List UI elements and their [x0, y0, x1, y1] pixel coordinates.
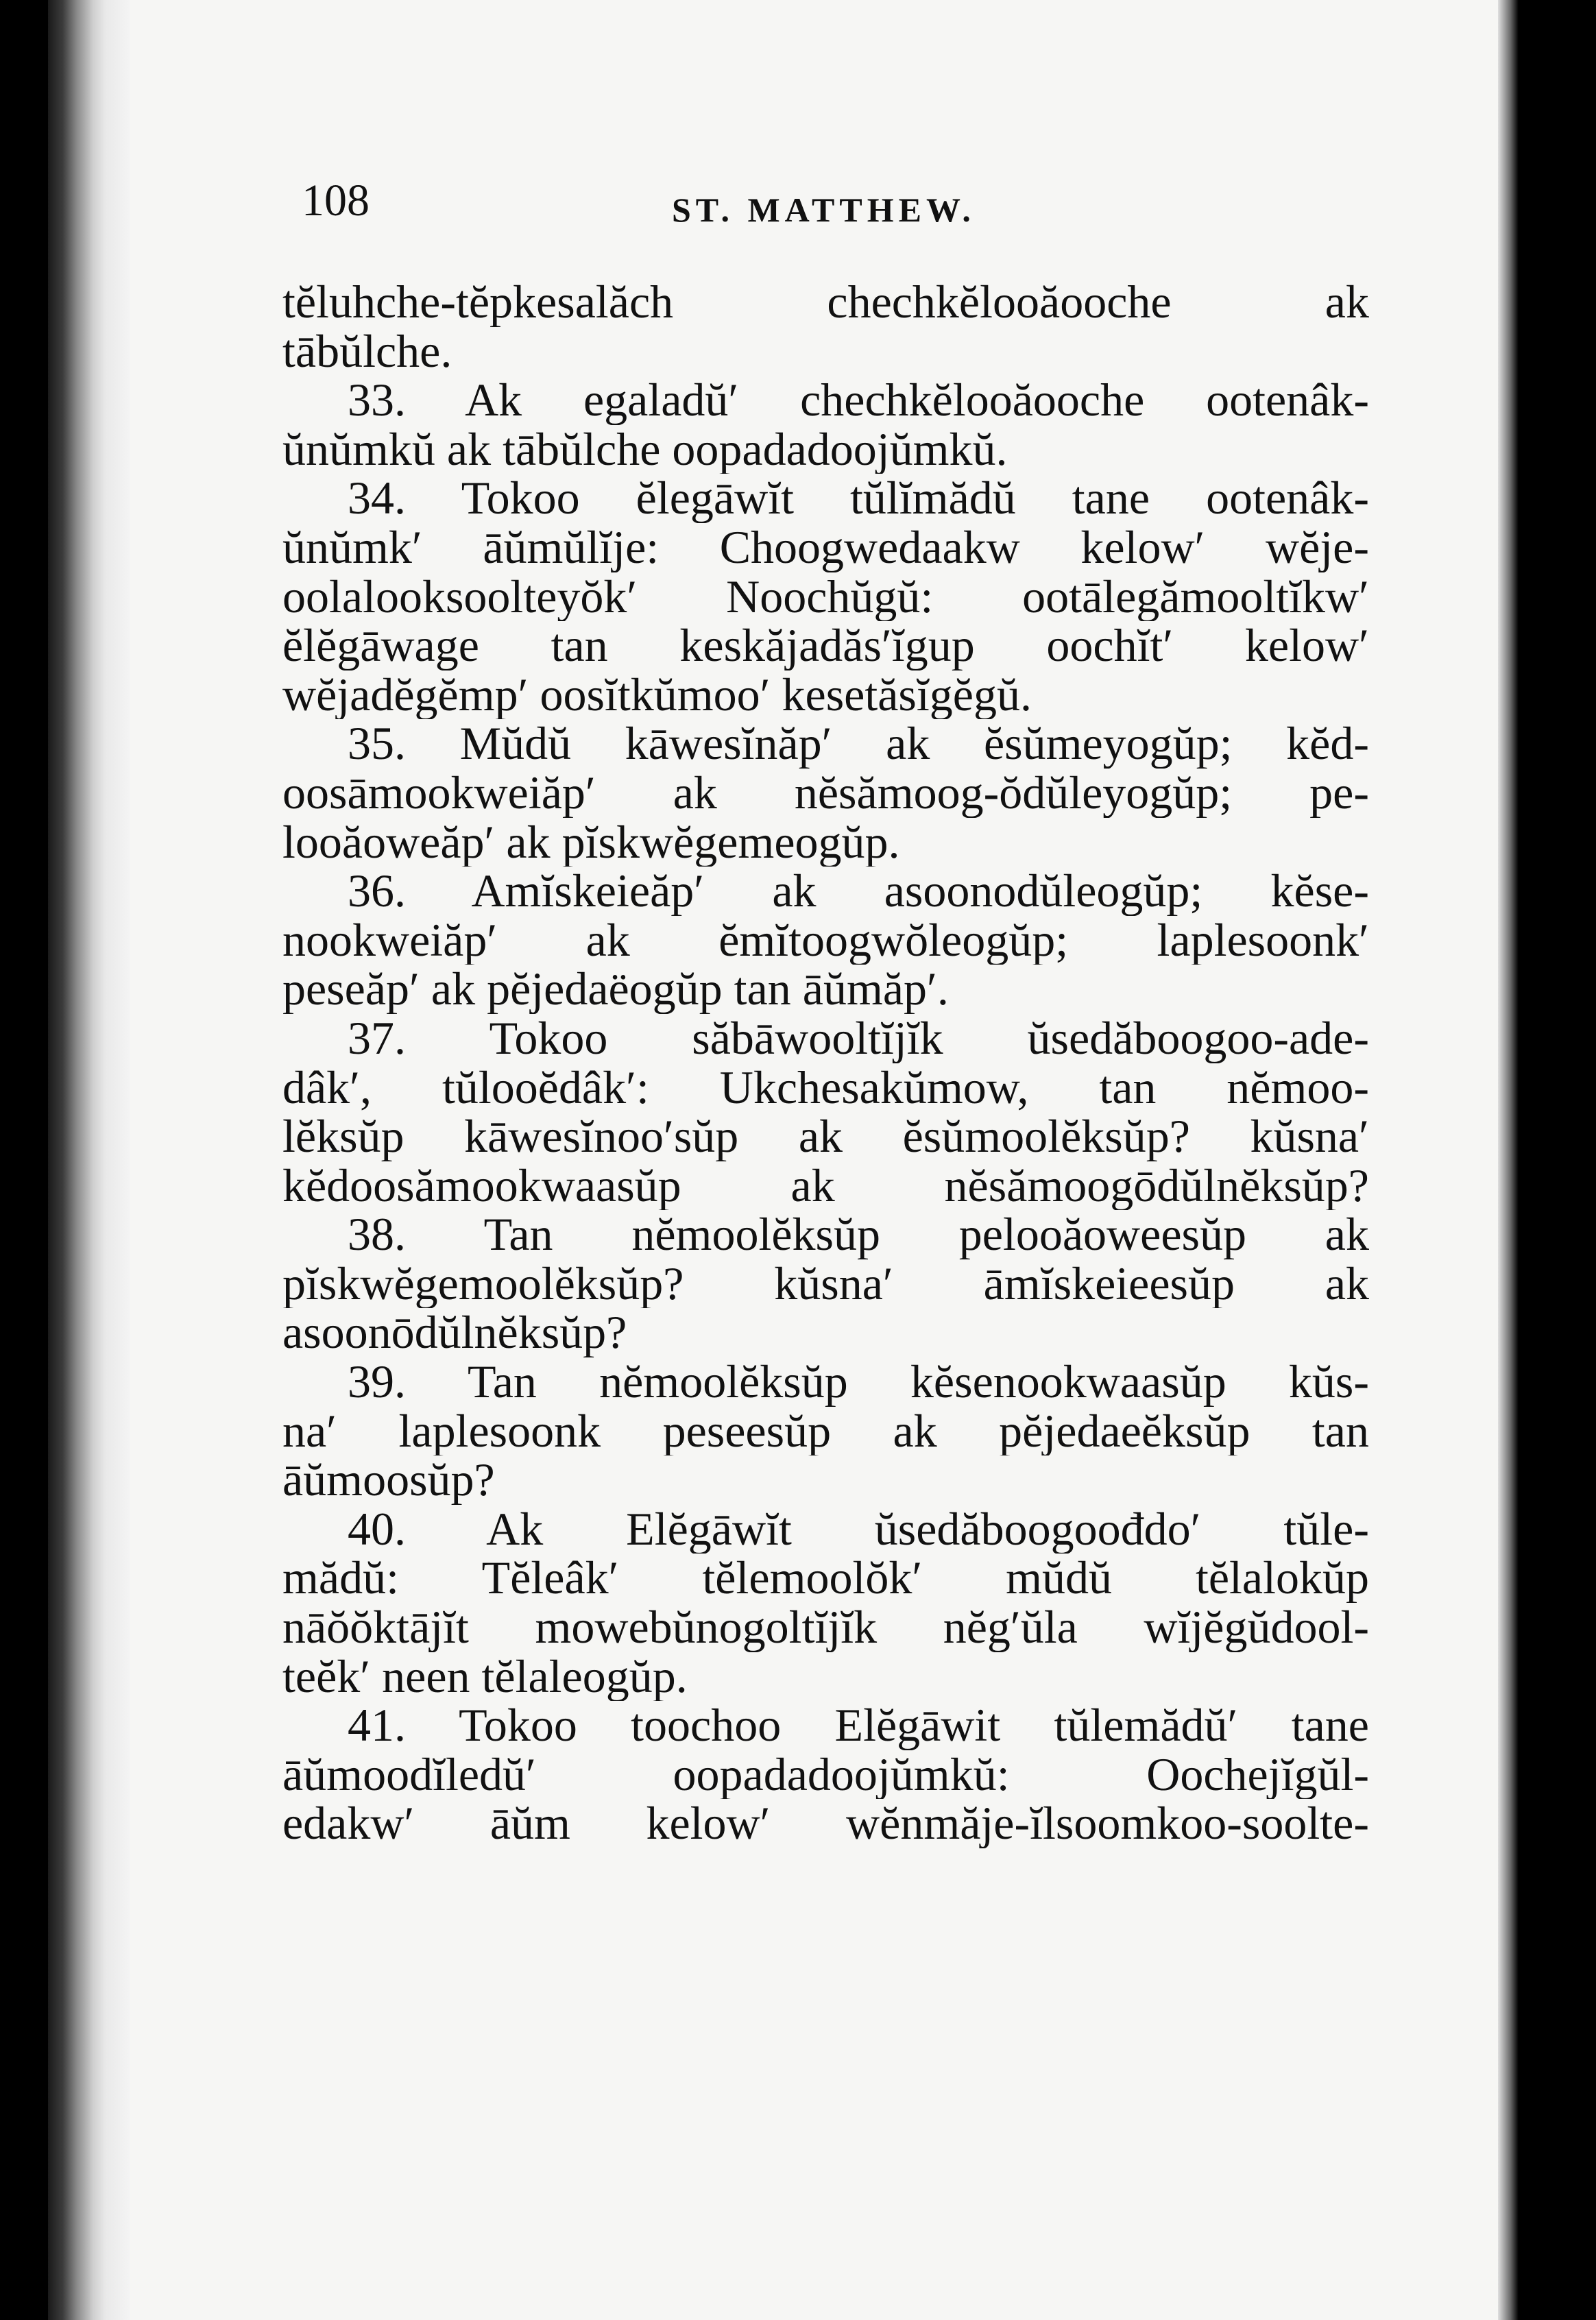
text-line: 36. Amĭskeieăp′ ak asoonodŭleogŭp; kĕse-	[348, 867, 1369, 916]
text-line: peseăp′ ak pĕjedaëogŭp tan āŭmăp′.	[282, 965, 949, 1014]
text-line: tābŭlche.	[282, 326, 452, 376]
text-line: wĕjadĕgĕmp′ oosĭtkŭmoo′ kesetăsĭgĕgŭ.	[282, 670, 1032, 720]
text-line: lĕksŭp kāwesĭnoo′sŭp ak ĕsŭmoolĕksŭp? kŭsna′	[282, 1112, 1369, 1161]
text-line: looăoweăp′ ak pĭskwĕgemeogŭp.	[282, 817, 900, 867]
text-line: 38. Tan nĕmoolĕksŭp pelooăoweesŭp ak	[348, 1210, 1369, 1259]
text-line: nāŏŏktājĭt mowebŭnogoltĭjĭk nĕg′ŭla wĭjĕgŭdool-	[282, 1603, 1369, 1652]
text-line: na′ laplesoonk peseesŭp ak pĕjedaeĕksŭp tan	[282, 1406, 1369, 1456]
text-line: tĕluhche-tĕpkesalăch chechkĕlooăooche ak	[282, 278, 1369, 327]
page-header	[302, 175, 1371, 230]
text-line: ĕlĕgāwage tan keskăjadăs′ĭgup oochĭt′ kelow′	[282, 621, 1369, 670]
text-line: dâk′, tŭlooĕdâk′: Ukchesakŭmow, tan nĕmoo-	[282, 1063, 1369, 1113]
text-line: mădŭ: Tĕleâk′ tĕlemoolŏk′ mŭdŭ tĕlalokŭp	[282, 1554, 1369, 1604]
text-line: āŭmoosŭp?	[282, 1455, 495, 1505]
running-head: ST. MATTHEW.	[672, 191, 976, 229]
text-line: kĕdoosămookwaasŭp ak nĕsămoogōdŭlnĕksŭp?	[282, 1161, 1369, 1211]
text-line: pĭskwĕgemoolĕksŭp? kŭsna′ āmĭskeieesŭp ak	[282, 1259, 1369, 1309]
text-line: 40. Ak Elĕgāwĭt ŭsedăboogoođdo′ tŭle-	[348, 1504, 1369, 1554]
text-line: 41. Tokoo toochoo Elĕgāwit tŭlemădŭ′ tane	[348, 1701, 1369, 1750]
text-line: 39. Tan nĕmoolĕksŭp kĕsenookwaasŭp kŭs-	[348, 1357, 1369, 1407]
page-body-text	[282, 278, 1369, 1848]
text-line: 34. Tokoo ĕlegāwĭt tŭlĭmădŭ tane ootenâk-	[348, 474, 1369, 523]
text-line: teĕk′ neen tĕlaleogŭp.	[282, 1652, 688, 1702]
text-line: 37. Tokoo săbāwooltĭjĭk ŭsedăboogoo-ade-	[348, 1013, 1369, 1063]
text-line: nookweiăp′ ak ĕmĭtoogwŏleogŭp; laplesoonk′	[282, 915, 1369, 965]
text-line: oosāmookweiăp′ ak nĕsămoog-ŏdŭleyogŭp; pe-	[282, 768, 1369, 818]
text-line: 33. Ak egaladŭ′ chechkĕlooăooche ootenâk-	[348, 376, 1369, 425]
text-line: ŭnŭmkŭ ak tābŭlche oopadadoojŭmkŭ.	[282, 424, 1008, 474]
text-line: 35. Mŭdŭ kāwesĭnăp′ ak ĕsŭmeyogŭp; kĕd-	[348, 719, 1369, 769]
text-line: asoonōdŭlnĕksŭp?	[282, 1308, 627, 1358]
text-line: oolalooksoolteyŏk′ Noochŭgŭ: ootālegămooltĭkw′	[282, 572, 1369, 622]
text-line: ŭnŭmk′ āŭmŭlĭje: Choogwedaakw kelow′ wĕje-	[282, 522, 1369, 572]
text-line: āŭmoodĭledŭ′ oopadadoojŭmkŭ: Oochejĭgŭl-	[282, 1750, 1369, 1800]
book-gutter	[48, 0, 130, 2320]
page-number: 108	[302, 176, 370, 226]
text-line: edakw′ āŭm kelow′ wĕnmăje-ĭlsoomkoo-soolte-	[282, 1799, 1369, 1848]
page-edge-shadow	[1498, 0, 1519, 2320]
